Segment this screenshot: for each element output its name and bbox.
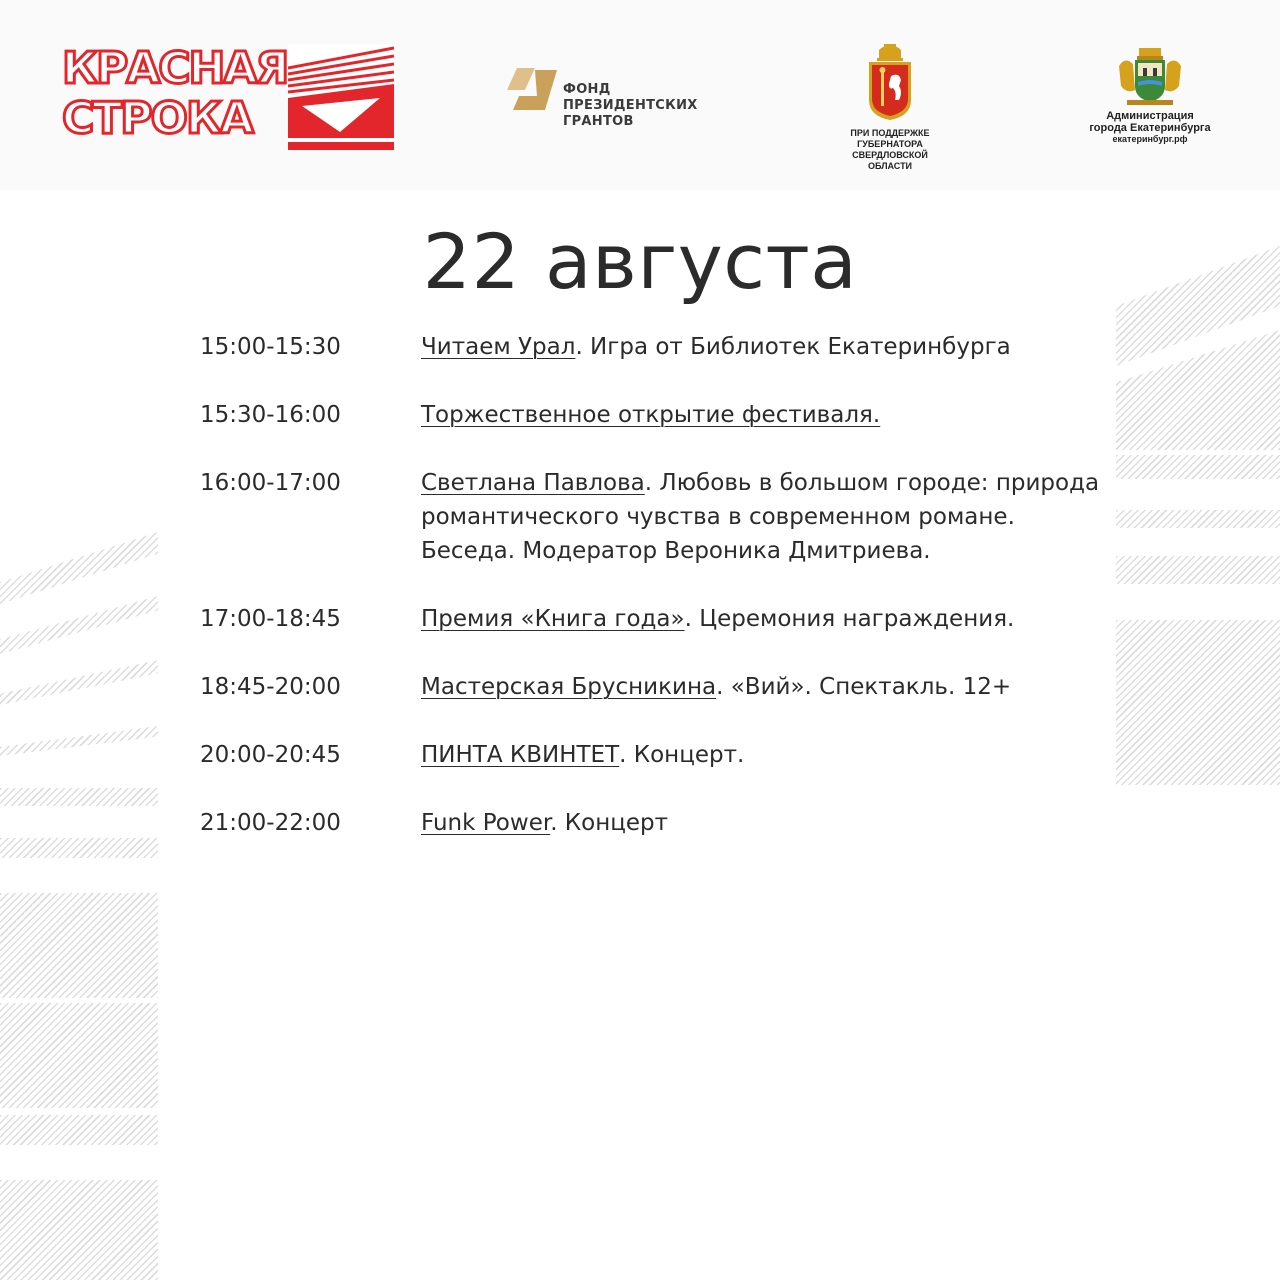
decor-hatch-left-6 — [0, 838, 158, 858]
schedule-row — [200, 398, 1100, 432]
fpg-emblem-icon — [505, 66, 561, 118]
decor-hatch-right-6 — [1116, 620, 1280, 785]
fpg-line-1: ФОНД — [563, 82, 611, 97]
schedule-description — [421, 398, 1100, 432]
decor-hatch-left-3 — [0, 660, 158, 705]
event-details: . Игра от Библиотек Екатеринбурга — [575, 334, 1011, 360]
governor-line-2: СВЕРДЛОВСКОЙ ОБЛАСТИ — [852, 150, 928, 171]
krasnaya-stroka-wordmark — [62, 43, 288, 144]
schedule-time: 15:30-16:00 — [200, 402, 341, 428]
ekaterinburg-coat-of-arms-icon — [1117, 46, 1183, 108]
page-title: 22 августа — [422, 217, 858, 306]
ekb-line-3: екатеринбург.рф — [1112, 134, 1188, 144]
schedule-time: 16:00-17:00 — [200, 470, 341, 496]
event-details: . Концерт. — [619, 742, 745, 768]
krasnaya-stroka-line2: СТРОКА — [62, 93, 252, 144]
decor-hatch-right-4 — [1116, 510, 1280, 528]
fpg-logo — [505, 66, 705, 136]
decor-hatch-left-5 — [0, 788, 158, 806]
event-details: . Любовь в большом городе: природа романтического чувства в современном романе. Беседа. Модератор Вероника Дмитриева. — [421, 470, 1100, 564]
schedule-list — [200, 330, 1100, 874]
event-link[interactable]: Читаем Урал — [421, 334, 576, 360]
governor-caption — [830, 128, 950, 172]
schedule-description — [421, 738, 1100, 772]
schedule-time: 21:00-22:00 — [200, 810, 341, 836]
schedule-time: 15:00-15:30 — [200, 334, 341, 360]
schedule-row — [200, 806, 1100, 840]
ekaterinburg-admin-logo — [1075, 46, 1225, 146]
schedule-row — [200, 466, 1100, 568]
ekb-line-2: города Екатеринбурга — [1089, 122, 1211, 134]
schedule-description — [421, 670, 1100, 704]
event-link[interactable]: Funk Power — [421, 810, 551, 836]
decor-hatch-left-2 — [0, 596, 158, 654]
governor-line-1: ПРИ ПОДДЕРЖКЕ ГУБЕРНАТОРА — [850, 128, 930, 149]
krasnaya-stroka-m-icon — [288, 44, 394, 150]
governor-logo — [830, 40, 950, 171]
fpg-line-3: ГРАНТОВ — [563, 114, 634, 129]
schedule-row — [200, 738, 1100, 772]
decor-hatch-left-10 — [0, 1180, 158, 1280]
decor-hatch-left-8 — [0, 1003, 158, 1108]
schedule-description — [421, 602, 1100, 636]
fpg-caption — [563, 82, 698, 130]
krasnaya-stroka-logo — [62, 44, 394, 152]
decor-hatch-left-1 — [0, 532, 158, 604]
schedule-row — [200, 602, 1100, 636]
schedule-time: 17:00-18:45 — [200, 606, 341, 632]
sverdlovsk-coat-of-arms-icon — [867, 42, 913, 122]
decor-hatch-left-9 — [0, 1115, 158, 1145]
decor-hatch-left-4 — [0, 726, 158, 756]
event-link[interactable]: ПИНТА КВИНТЕТ — [421, 742, 620, 768]
event-link[interactable]: Мастерская Брусникина — [421, 674, 717, 700]
decor-hatch-left-7 — [0, 893, 158, 998]
schedule-description — [421, 330, 1100, 364]
event-link[interactable]: Премия «Книга года» — [421, 606, 685, 632]
schedule-row — [200, 670, 1100, 704]
schedule-description — [421, 806, 1100, 840]
event-details: . Церемония награждения. — [684, 606, 1015, 632]
event-link[interactable]: Светлана Павлова — [421, 470, 645, 496]
schedule-time: 20:00-20:45 — [200, 742, 341, 768]
schedule-row — [200, 330, 1100, 364]
event-details: . Концерт — [550, 810, 669, 836]
fpg-line-2: ПРЕЗИДЕНТСКИХ — [563, 98, 698, 113]
decor-hatch-right-3 — [1116, 455, 1280, 479]
event-details: . «Вий». Спектакль. 12+ — [716, 674, 1012, 700]
schedule-time: 18:45-20:00 — [200, 674, 341, 700]
ekaterinburg-caption — [1075, 110, 1225, 145]
krasnaya-stroka-line1: КРАСНАЯ — [62, 43, 288, 94]
decor-hatch-right-5 — [1116, 556, 1280, 584]
ekb-line-1: Администрация — [1106, 110, 1194, 122]
event-link[interactable]: Торжественное открытие фестиваля. — [421, 402, 881, 428]
schedule-description — [421, 466, 1100, 568]
